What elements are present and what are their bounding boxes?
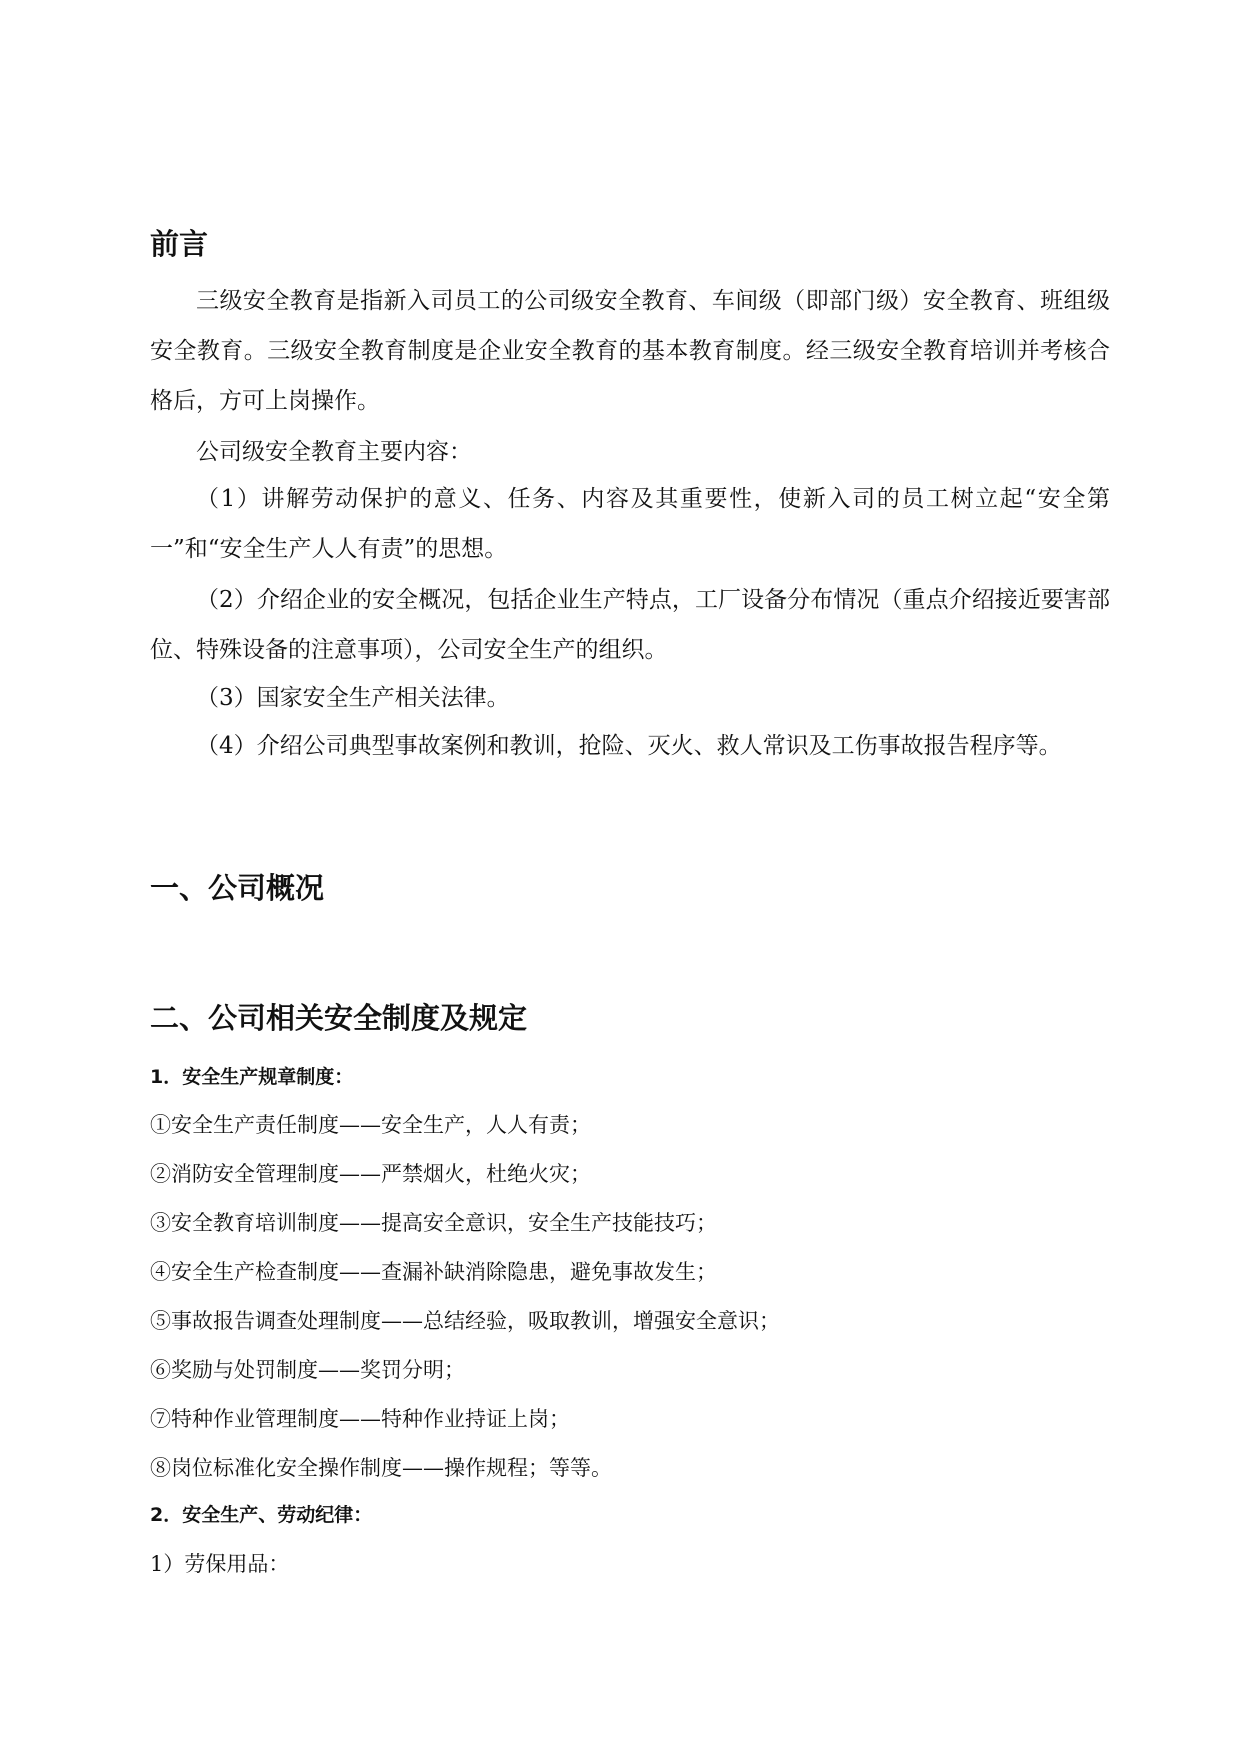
preface-paragraph-2: 公司级安全教育主要内容： [196, 439, 472, 465]
subsection-1-title: 1．安全生产规章制度： [150, 1066, 354, 1088]
rule-item: ③安全教育培训制度——提高安全意识，安全生产技能技巧； [150, 1211, 717, 1235]
rule-item: ①安全生产责任制度——安全生产，人人有责； [150, 1113, 591, 1137]
rule-item: ⑦特种作业管理制度——特种作业持证上岗； [150, 1407, 570, 1431]
preface-item-2: （2）介绍企业的安全概况，包括企业生产特点，工厂设备分布情况（重点介绍接近要害部位、特殊设备的注意事项），公司安全生产的组织。 [150, 587, 1110, 663]
rule-item: ④安全生产检查制度——查漏补缺消除隐患，避免事故发生； [150, 1260, 717, 1284]
section-1-title: 一、公司概况 [150, 871, 325, 905]
rule-item: ⑧岗位标准化安全操作制度——操作规程；等等。 [150, 1456, 612, 1480]
preface-item-4: （4）介绍公司典型事故案例和教训，抢险、灭火、救人常识及工伤事故报告程序等。 [196, 733, 1062, 759]
rule-item: ⑤事故报告调查处理制度——总结经验，吸取教训，增强安全意识； [150, 1309, 780, 1333]
preface-item-1: （1）讲解劳动保护的意义、任务、内容及其重要性，使新入司的员工树立起“安全第一”和“安全生产人人有责”的思想。 [150, 486, 1110, 562]
preface-title: 前言 [150, 227, 209, 261]
rule-item: ⑥奖励与处罚制度——奖罚分明； [150, 1358, 465, 1382]
rule-item: ②消防安全管理制度——严禁烟火，杜绝火灾； [150, 1162, 591, 1186]
subsection-2-item-1: 1）劳保用品： [150, 1552, 290, 1576]
section-2-title: 二、公司相关安全制度及规定 [150, 1001, 528, 1035]
preface-paragraph-1: 三级安全教育是指新入司员工的公司级安全教育、车间级（即部门级）安全教育、班组级安全教育。三级安全教育制度是企业安全教育的基本教育制度。经三级安全教育培训并考核合格后，方可上岗操作。 [150, 288, 1110, 414]
preface-item-3: （3）国家安全生产相关法律。 [196, 685, 510, 711]
subsection-2-title: 2．安全生产、劳动纪律： [150, 1504, 373, 1526]
